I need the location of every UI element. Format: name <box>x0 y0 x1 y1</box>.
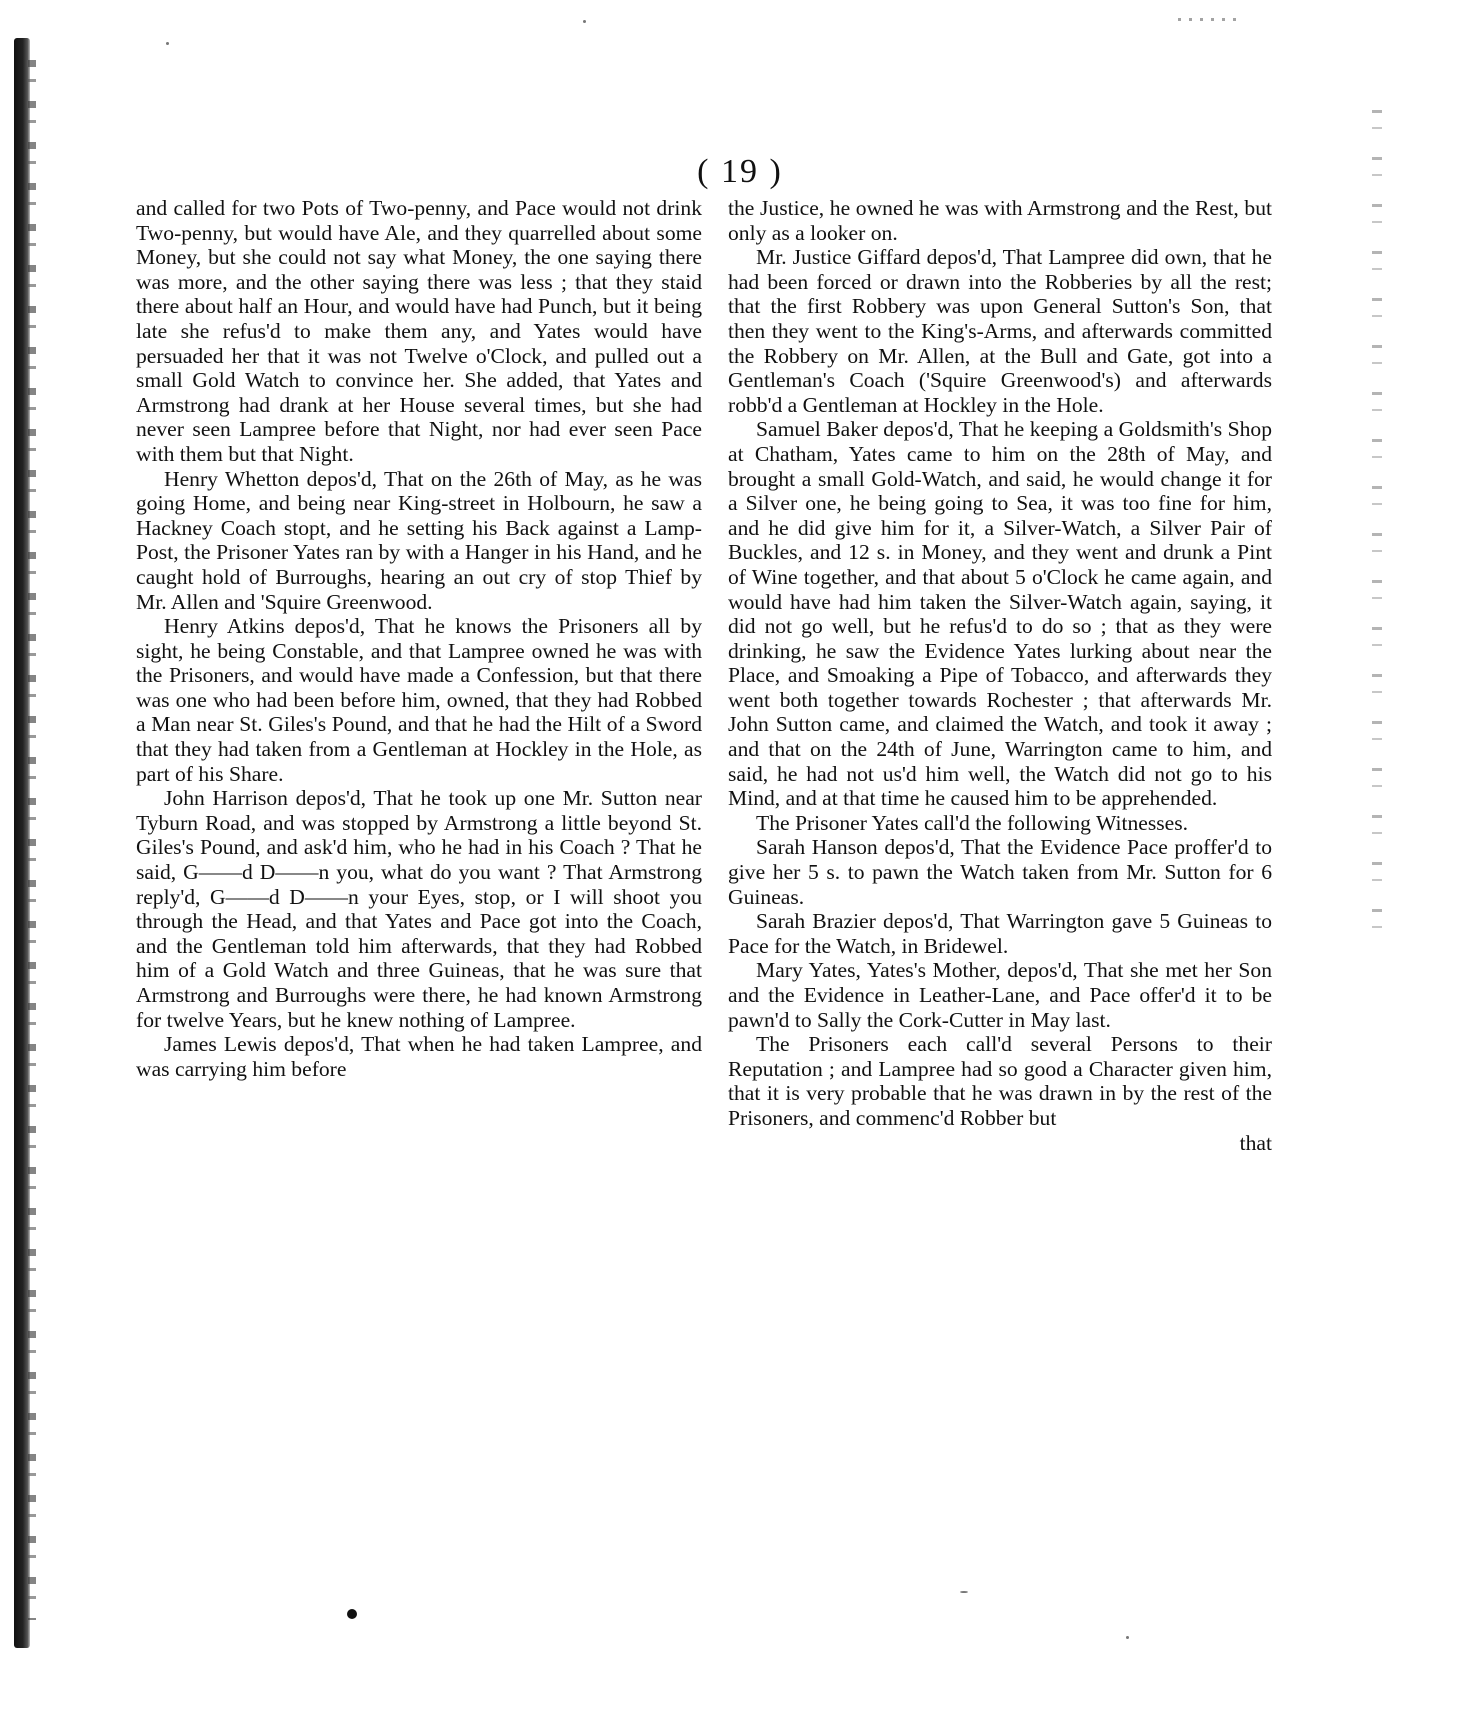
ink-speck <box>1126 1636 1129 1639</box>
paragraph: Sarah Brazier depos'd, That Warrington gave 5 Guineas to Pace for the Watch, in Bridewel. <box>728 909 1272 958</box>
paragraph: the Justice, he owned he was with Armstrong and the Rest, but only as a looker on. <box>728 196 1272 245</box>
paragraph: Henry Atkins depos'd, That he knows the Prisoners all by sight, he being Constable, and that Lampree owned he was with the Prisoners, and would have made a Confession, but that there was one who had been before him, owned, that they had Robbed a Man near St. Giles's Pound, and that he had the Hilt of a Sword that they had taken from a Gentleman at Hockley in the Hole, as part of his Share. <box>136 614 702 786</box>
ink-blot <box>347 1609 357 1619</box>
page-binding-edge <box>28 60 36 1620</box>
paragraph: The Prisoners each call'd several Persons to their Reputation ; and Lampree had so good a Character given him, that it is very probable that he was drawn in by the rest of the Prisoners, and commenc'd Robber but <box>728 1032 1272 1130</box>
paragraph: Henry Whetton depos'd, That on the 26th of May, as he was going Home, and being near King-street in Holbourn, he saw a Hackney Coach stopt, and he setting his Back against a Lamp-Post, the Prisoner Yates ran by with a Hanger in his Hand, and he caught hold of Burroughs, hearing an out cry of stop Thief by Mr. Allen and 'Squire Greenwood. <box>136 466 702 614</box>
ink-speck <box>583 20 586 23</box>
show-through-marks <box>1372 110 1382 940</box>
paragraph: John Harrison depos'd, That he took up one Mr. Sutton near Tyburn Road, and was stopped by Armstrong a little beyond St. Giles's Pound, and ask'd him, who he had in his Coach ? That he said, G——d D——n you, what do you want ? That Armstrong reply'd, G——d D——n your Eyes, stop, or I will shoot you through the Head, and that Yates and Pace got into the Coach, and the Gentleman told him afterwards, that they had Robbed him of a Gold Watch and three Guineas, that he was sure that Armstrong and Burroughs were there, he had known Armstrong for twelve Years, but he knew nothing of Lampree. <box>136 786 702 1032</box>
left-column <box>136 196 702 1081</box>
right-column <box>728 196 1272 1155</box>
paragraph: James Lewis depos'd, That when he had taken Lampree, and was carrying him before <box>136 1032 702 1081</box>
catchword: that <box>1239 1130 1272 1155</box>
paragraph: Samuel Baker depos'd, That he keeping a Goldsmith's Shop at Chatham, Yates came to him on the 28th of May, and brought a small Gold-Watch, and said, he would change it for a Silver one, he being going to Sea, it was too fine for him, and he did give him for it, a Silver-Watch, a Silver Pair of Buckles, and 12 s. in Money, and they went and drunk a Pint of Wine together, and that about 5 o'Clock he came again, and would have had him taken the Silver-Watch again, saying, it did not go well, but he refus'd to do so ; that as they were drinking, he saw the Evidence Yates lurking about near the Place, and Smoaking a Pipe of Tobacco, and afterwards they went both together towards Rochester ; that afterwards Mr. John Sutton came, and claimed the Watch, and took it away ; and that on the 24th of June, Warrington came to him, and said, he had not us'd him well, the Watch did not go to his Mind, and at that time he caused him to be apprehended. <box>728 417 1272 811</box>
ink-speck <box>960 1591 968 1593</box>
paragraph: Mr. Justice Giffard depos'd, That Lampree did own, that he had been forced or drawn into the Robberies by all the rest; that the first Robbery was upon General Sutton's Son, that then they went to the King's-Arms, and afterwards committed the Robbery on Mr. Allen, at the Bull and Gate, got into a Gentleman's Coach ('Squire Greenwood's) and afterwards robb'd a Gentleman at Hockley in the Hole. <box>728 245 1272 417</box>
paragraph: The Prisoner Yates call'd the following Witnesses. <box>756 810 1189 835</box>
paragraph: and called for two Pots of Two-penny, and Pace would not drink Two-penny, but would have Ale, and they quarrelled about some Money, but she could not say what Money, the one saying there was more, and the other saying there was less ; that they staid there about half an Hour, and would have had Punch, but it being late she refus'd to make them any, and Yates would have persuaded her that it was not Twelve o'Clock, and pulled out a small Gold Watch to convince her. She added, that Yates and Armstrong had drank at her House several times, but she had never seen Lampree before that Night, nor had ever seen Pace with them but that Night. <box>136 196 702 466</box>
ink-speck <box>166 42 169 45</box>
top-edge-marks <box>1178 18 1238 21</box>
paragraph: Mary Yates, Yates's Mother, depos'd, That she met her Son and the Evidence in Leather-Lane, and Pace offer'd it to be pawn'd to Sally the Cork-Cutter in May last. <box>728 958 1272 1032</box>
page-number: ( 19 ) <box>697 153 783 190</box>
paragraph: Sarah Hanson depos'd, That the Evidence Pace proffer'd to give her 5 s. to pawn the Watch taken from Mr. Sutton for 6 Guineas. <box>728 835 1272 909</box>
